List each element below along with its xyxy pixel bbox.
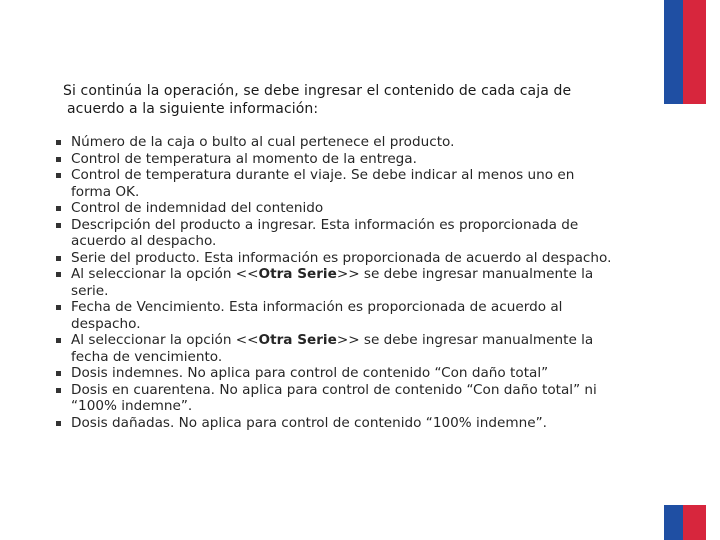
list-item [56, 299, 616, 332]
list-item [56, 382, 616, 415]
list-item [56, 134, 616, 151]
intro-line-1: Si continúa la operación, se debe ingresar el contenido de cada caja de [63, 83, 572, 99]
list-item-text: Al seleccionar la opción << [71, 266, 259, 282]
list-item-text: Control de temperatura durante el viaje. Se debe indicar al menos uno en forma OK. [71, 167, 575, 200]
flag-red-segment [683, 505, 706, 540]
list-item [56, 167, 616, 200]
list-item [56, 266, 616, 299]
list-item-text: Al seleccionar la opción << [71, 332, 259, 348]
option-name: Otra Serie [258, 332, 337, 348]
list-item-text: Control de temperatura al momento de la entrega. [71, 150, 417, 167]
option-name: Otra Serie [258, 266, 337, 282]
list-item [56, 332, 616, 365]
list-item-text: Fecha de Vencimiento. Esta información es proporcionada de acuerdo al despacho. [71, 299, 563, 332]
list-item [56, 365, 616, 382]
list-item-text: >> se debe ingresar manualmente la fecha de vencimiento. [71, 332, 594, 365]
list-item-text: Dosis dañadas. No aplica para control de contenido “100% indemne”. [71, 414, 547, 431]
list-item-text: Control de indemnidad del contenido [71, 200, 324, 216]
flag-red-segment [683, 0, 706, 104]
intro-paragraph [63, 83, 643, 118]
info-bullet-list [56, 134, 616, 431]
flag-blue-segment [664, 0, 683, 104]
list-item-text: Descripción del producto a ingresar. Esta información es proporcionada de acuerdo al despacho. [71, 216, 579, 249]
list-item-text: Dosis en cuarentena. No aplica para control de contenido “Con daño total” ni “100% indemne”. [71, 381, 597, 414]
flag-stripe-bottom [664, 505, 706, 540]
intro-line-2: acuerdo a la siguiente información: [67, 100, 319, 117]
flag-stripe-top [664, 0, 706, 104]
list-item [56, 200, 616, 217]
list-item [56, 415, 616, 432]
list-item-text: Dosis indemnes. No aplica para control de contenido “Con daño total” [71, 365, 549, 381]
list-item-text: Serie del producto. Esta información es proporcionada de acuerdo al despacho. [71, 249, 612, 266]
list-item [56, 250, 616, 267]
flag-blue-segment [664, 505, 683, 540]
list-item [56, 217, 616, 250]
list-item [56, 151, 616, 168]
list-item-text: Número de la caja o bulto al cual pertenece el producto. [71, 134, 455, 150]
list-item-text: >> se debe ingresar manualmente la serie. [71, 266, 594, 299]
